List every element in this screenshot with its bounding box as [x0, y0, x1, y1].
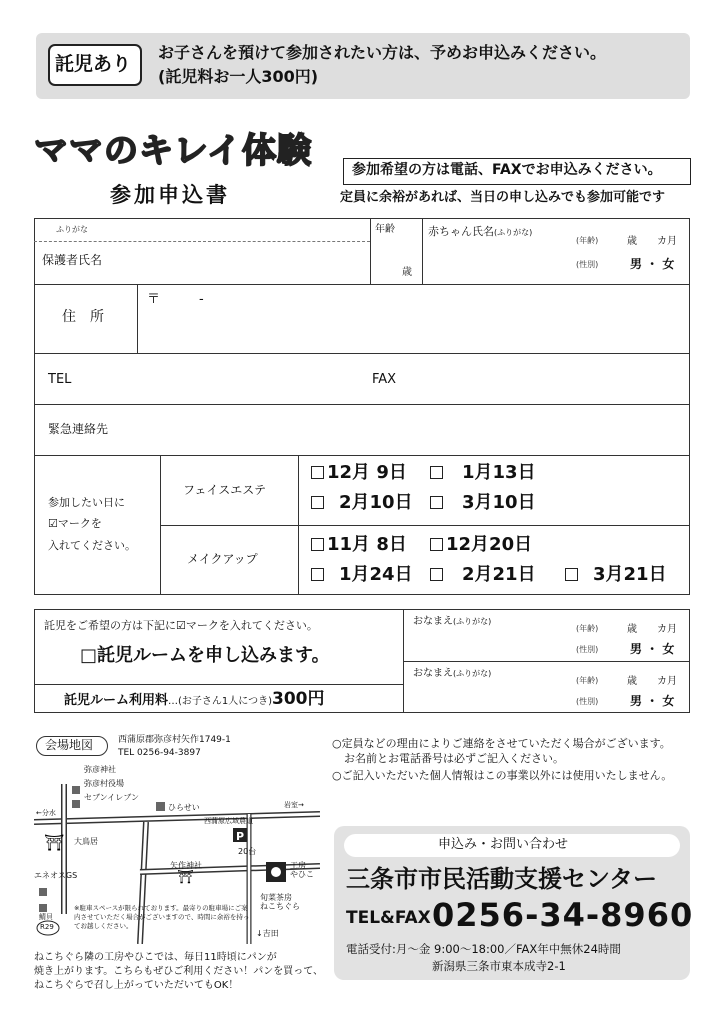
map-label: 西蒲原広域農道	[204, 817, 253, 825]
privacy-line-1: ○定員などの理由によりご連絡をさせていただく場合がございます。	[332, 737, 671, 750]
map-label: セブンイレブン	[84, 793, 139, 802]
privacy-line-3: ○ご記入いただいた個人情報はこの事業以外には使用いたしません。	[332, 769, 673, 782]
child-name-label: おなまえ(ふりがな)	[413, 616, 492, 627]
tel-field[interactable]	[80, 360, 360, 398]
fax-label: FAX	[372, 372, 397, 387]
checkbox-icon	[430, 496, 443, 509]
childcare-banner-line2: (託児料お一人300円)	[158, 67, 319, 86]
select-instruction-3: 入れてください。	[48, 539, 136, 552]
child-gender-value[interactable]: 男 ・ 女	[630, 694, 675, 708]
date-option[interactable]: 3月21日	[565, 565, 667, 585]
age-label: 年齢	[375, 224, 395, 235]
guardian-name-field[interactable]	[120, 243, 365, 281]
svg-text:P: P	[236, 830, 245, 843]
baby-gender-label: (性別)	[576, 260, 599, 269]
checkbox-icon	[311, 538, 324, 551]
date-option[interactable]: 11月 8日	[311, 535, 407, 555]
course-face-esthe: フェイスエステ	[183, 483, 267, 497]
map-caption-2: 焼き上がります。こちらもぜひご利用ください！パンを買って、	[34, 966, 323, 977]
date-option[interactable]: 1月24日	[311, 565, 413, 585]
course-makeup: メイクアップ	[187, 552, 258, 566]
select-instruction-2: ☑マークを	[48, 517, 102, 530]
event-logo: ママのキレイ体験	[34, 131, 312, 171]
child-gender-label: (性別)	[576, 697, 599, 706]
childcare-fee: 託児ルーム利用料…(お子さん1人につき)300円	[64, 689, 325, 709]
map-caption-1: ねこちぐら隣の工房やひこでは、毎日11時頃にパンが	[34, 952, 277, 963]
map-label: 弥彦村役場	[84, 779, 124, 788]
emergency-label: 緊急連絡先	[48, 422, 109, 436]
map-label: ひらせい	[168, 803, 200, 812]
map-label: ↓吉田	[256, 929, 279, 938]
notice-plain-text: 定員に余裕があれば、当日の申し込みでも参加可能です	[340, 190, 666, 205]
date-option[interactable]: 12月 9日	[311, 463, 407, 483]
baby-name-label: 赤ちゃん氏名(ふりがな)	[428, 225, 533, 238]
venue-address: 西蒲原郡弥彦村矢作1749-1	[118, 735, 231, 745]
checkbox-icon	[311, 568, 324, 581]
map-label: R29	[40, 923, 54, 931]
contact-address: 新潟県三条市東本成寺2-1	[432, 959, 566, 973]
contact-header: 申込み・お問い合わせ	[438, 837, 569, 852]
guardian-name-label: 保護者氏名	[42, 253, 103, 267]
parking-note: ※駐車スペースが限られております。最寄りの駐車場にご案内させていただく場合がございますので、時間に余裕を持ってお越しください。	[74, 904, 250, 930]
date-option[interactable]: 2月10日	[311, 493, 413, 513]
childcare-instruction: 託児をご希望の方は下記に☑マークを入れてください。	[44, 619, 318, 632]
child-gender-label: (性別)	[576, 645, 599, 654]
child-age-value: 歳 カ月	[627, 676, 677, 687]
child-name-label: おなまえ(ふりがな)	[413, 668, 492, 679]
contact-tel-number[interactable]: 0256-34-8960	[432, 896, 694, 934]
map-label: 工房 やひこ	[290, 861, 314, 879]
map-label: 弥彦神社	[84, 765, 116, 774]
map-label: 矢作神社	[170, 861, 202, 870]
child-age-label: (年齢)	[576, 624, 599, 633]
contact-tel-label: TEL&FAX	[346, 908, 431, 928]
checkbox-icon	[430, 538, 443, 551]
svg-text:⛩: ⛩	[44, 833, 65, 852]
postal-mark: 〒 -	[147, 292, 204, 307]
select-instruction-1: 参加したい日に	[48, 496, 125, 509]
address-label: 住 所	[62, 309, 104, 325]
date-option[interactable]: 1月13日	[430, 463, 536, 483]
child-gender-value[interactable]: 男 ・ 女	[630, 642, 675, 656]
map-label: 鯖貝	[39, 913, 53, 921]
contact-org: 三条市市民活動支援センター	[346, 865, 658, 893]
baby-age-label: (年齢)	[576, 236, 599, 245]
baby-gender-value[interactable]: 男 ・ 女	[630, 257, 675, 271]
furigana-label: ふりがな	[56, 225, 88, 234]
date-option[interactable]: 2月21日	[430, 565, 536, 585]
map-label: 旬菜茶房 ねこちぐら	[260, 893, 300, 911]
child-age-label: (年齢)	[576, 676, 599, 685]
checkbox-icon	[311, 466, 324, 479]
childcare-badge-text: 託児あり	[55, 53, 132, 75]
map-label: エネオスGS	[34, 871, 78, 880]
venue-tel: TEL 0256-94-3897	[118, 748, 201, 758]
checkbox-icon	[430, 568, 443, 581]
form-subtitle: 参加申込書	[110, 183, 230, 207]
map-label: 大鳥居	[74, 837, 98, 846]
age-field[interactable]	[372, 236, 420, 264]
date-option[interactable]: 12月20日	[430, 535, 532, 555]
notice-boxed-text: 参加希望の方は電話、FAXでお申込みください。	[352, 162, 662, 178]
date-option[interactable]: 3月10日	[430, 493, 536, 513]
checkbox-icon	[565, 568, 578, 581]
baby-age-value: 歳 カ月	[627, 236, 677, 247]
age-unit: 歳	[402, 267, 412, 278]
svg-text:⛩: ⛩	[177, 870, 194, 885]
address-field[interactable]	[140, 288, 686, 350]
venue-map	[34, 764, 320, 944]
contact-hours: 電話受付:月～金 9:00～18:00／FAX年中無休24時間	[346, 942, 621, 956]
checkbox-icon	[430, 466, 443, 479]
map-caption-3: ねこちぐらで召し上がっていただいてもOK！	[34, 980, 239, 991]
childcare-banner-line1: お子さんを預けて参加されたい方は、予めお申込みください。	[158, 43, 607, 62]
map-label: 岩室→	[284, 801, 304, 809]
emergency-field[interactable]	[125, 410, 685, 450]
privacy-line-2: お名前とお電話番号は必ずご記入ください。	[344, 752, 564, 765]
map-label: 20台	[238, 847, 257, 856]
checkbox-icon	[311, 496, 324, 509]
map-label: ←分水	[36, 809, 56, 817]
child-age-value: 歳 カ月	[627, 624, 677, 635]
map-title: 会場地図	[45, 738, 94, 752]
tel-label: TEL	[48, 372, 72, 387]
childcare-apply-checkbox[interactable]: □託児ルームを申し込みます。	[80, 645, 330, 666]
fax-field[interactable]	[405, 360, 685, 398]
